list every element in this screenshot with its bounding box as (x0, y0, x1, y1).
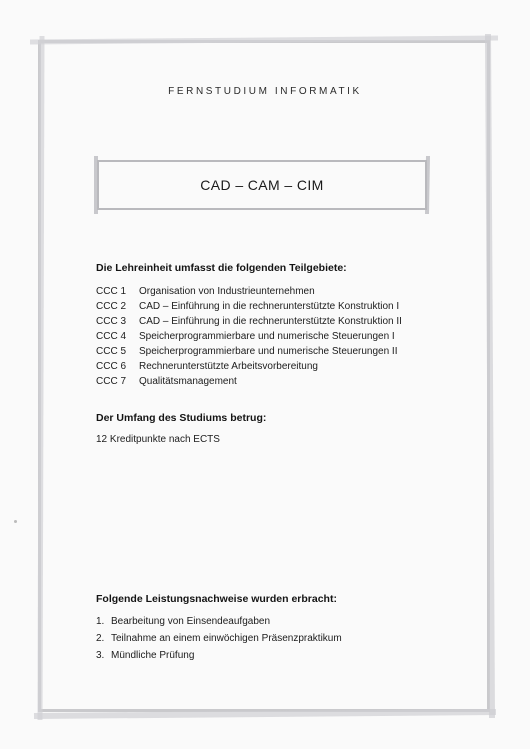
institution-header: FERNSTUDIUM INFORMATIK (168, 86, 362, 97)
item-number: 3. (96, 650, 105, 661)
subjects-list (96, 284, 402, 389)
scan-speck (14, 520, 17, 523)
list-item (96, 314, 402, 329)
list-item (96, 613, 342, 630)
subject-name: CAD – Einführung in die rechnerunterstützte Konstruktion I (139, 301, 400, 312)
list-item (96, 299, 402, 314)
list-item (96, 374, 402, 389)
list-item (96, 647, 342, 664)
subject-code: CCC 5 (96, 346, 127, 357)
item-number: 1. (96, 616, 105, 627)
subject-name: Qualitätsmanagement (139, 376, 237, 387)
item-text: Bearbeitung von Einsendeaufgaben (111, 616, 271, 627)
subject-code: CCC 4 (96, 331, 127, 342)
subject-name: Organisation von Industrieunternehmen (139, 286, 315, 297)
list-item (96, 329, 402, 344)
scope-heading: Der Umfang des Studiums betrug: (96, 412, 267, 424)
course-title: CAD – CAM – CIM (200, 177, 324, 193)
list-item (96, 359, 402, 374)
list-item (96, 344, 402, 359)
item-number: 2. (96, 633, 105, 644)
subject-name: Speicherprogrammierbare und numerische Steuerungen I (139, 331, 395, 342)
subject-name: Speicherprogrammierbare und numerische Steuerungen II (139, 346, 398, 357)
item-text: Teilnahme an einem einwöchigen Präsenzpraktikum (111, 633, 342, 644)
course-title-box (97, 160, 427, 210)
subject-code: CCC 1 (96, 286, 127, 297)
list-item (96, 630, 342, 647)
list-item (96, 284, 402, 299)
subject-name: Rechnerunterstützte Arbeitsvorbereitung (139, 361, 318, 372)
subject-code: CCC 7 (96, 376, 127, 387)
achievements-heading: Folgende Leistungsnachweise wurden erbracht: (96, 593, 337, 605)
subject-code: CCC 3 (96, 316, 127, 327)
achievements-list (96, 613, 342, 664)
subjects-heading: Die Lehreinheit umfasst die folgenden Teilgebiete: (96, 262, 347, 274)
subject-code: CCC 6 (96, 361, 127, 372)
subject-name: CAD – Einführung in die rechnerunterstützte Konstruktion II (139, 316, 402, 327)
subject-code: CCC 2 (96, 301, 127, 312)
scope-text: 12 Kreditpunkte nach ECTS (96, 434, 220, 445)
item-text: Mündliche Prüfung (111, 650, 195, 661)
